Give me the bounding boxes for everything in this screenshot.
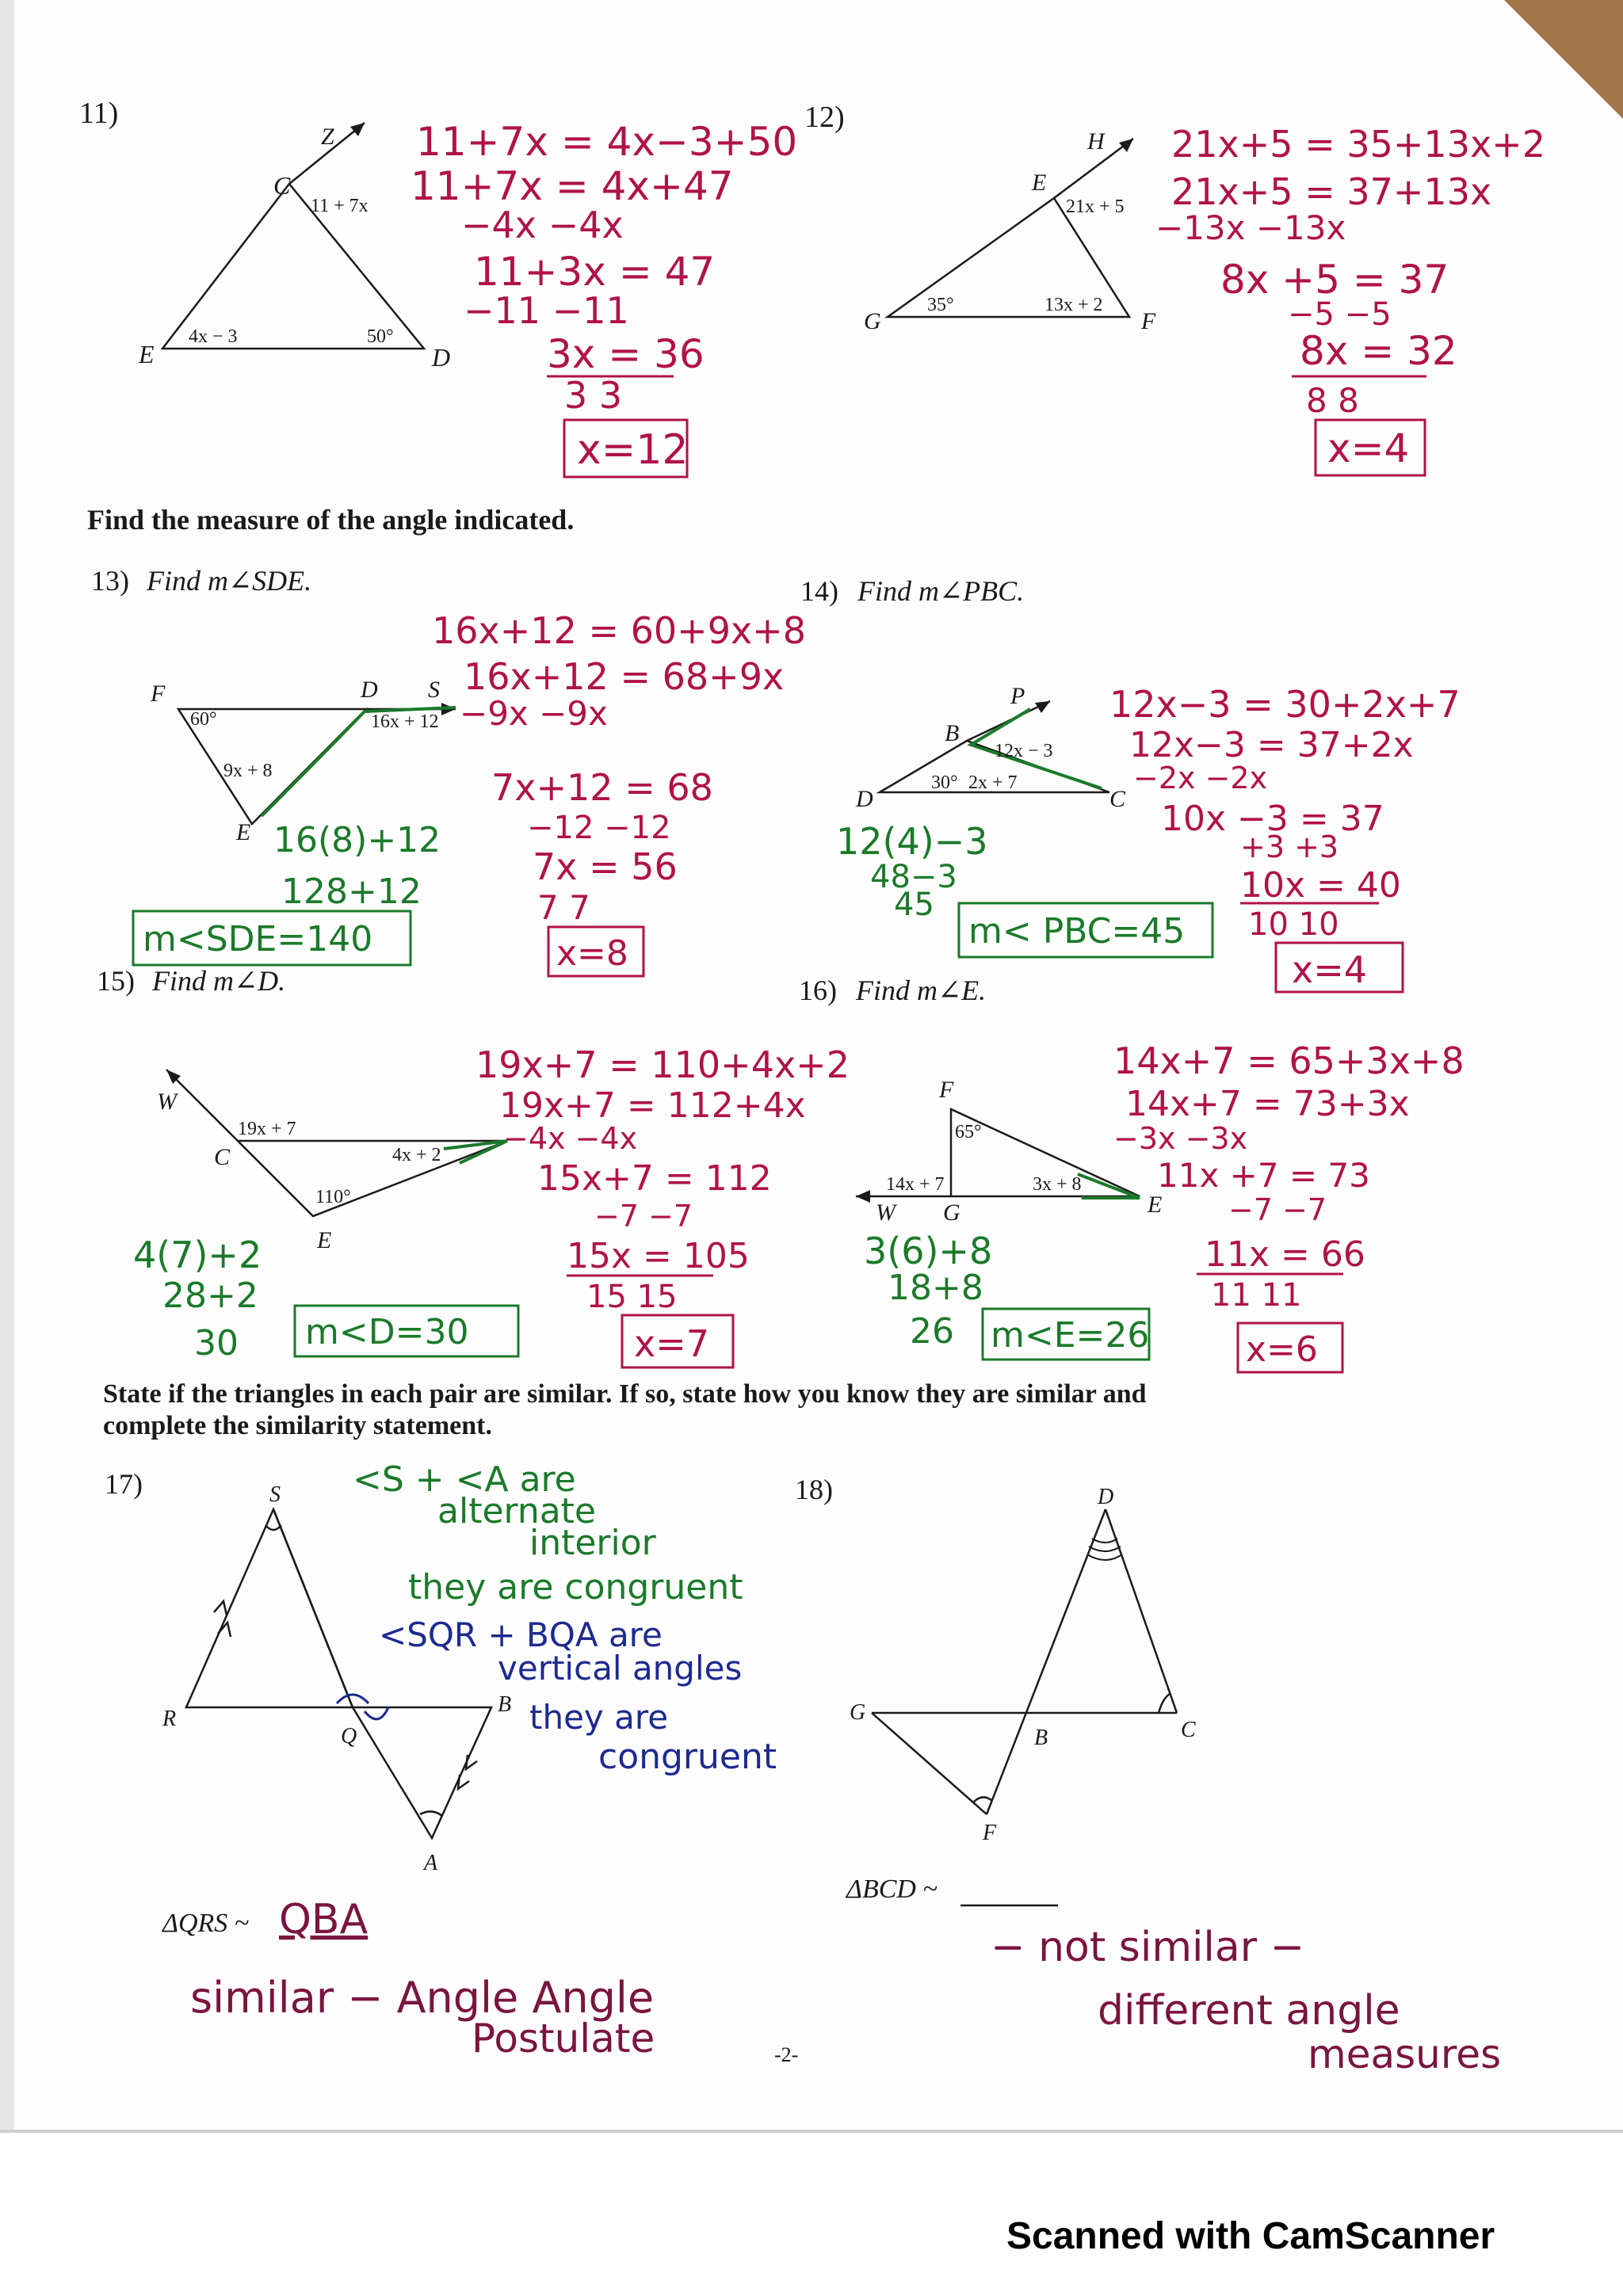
problem-number: 12) [804,101,845,134]
instruction-line-1: State if the triangles in each pair are similar. If so, state how you know they are similar and [103,1379,1147,1409]
vertex-label: F [1141,308,1156,334]
substitution-line: 45 [894,887,934,923]
work-line: −4x −4x [461,204,624,246]
reason-line: Postulate [472,2016,655,2061]
final-answer: m<D=30 [305,1312,469,1352]
problem-15 [97,965,850,1367]
vertex-label: B [1034,1726,1048,1750]
work-line: 11x = 66 [1205,1234,1365,1275]
handwritten-work [133,609,806,976]
work-line: 15 15 [586,1279,678,1315]
vertex-label: R [162,1707,177,1731]
highlight-stroke [444,1141,507,1163]
triangle-qba [353,1707,491,1838]
answer: x=7 [634,1322,710,1365]
reason-line: different angle [1098,1987,1400,2035]
work-line: −11 −11 [464,289,629,332]
problem-number: 17) [105,1468,143,1500]
handwritten-work [411,119,797,477]
work-line: 14x+7 = 65+3x+8 [1113,1039,1465,1082]
answer: x=6 [1246,1329,1318,1370]
section-instruction: Find the measure of the angle indicated. [87,504,575,536]
highlight-stroke [1078,1174,1140,1198]
note-line: vertical angles [498,1649,743,1688]
work-line: 16x+12 = 60+9x+8 [432,609,806,652]
vertex-label: E [139,340,155,368]
substitution-line: 28+2 [162,1276,258,1316]
handwritten-work [133,1043,850,1367]
work-line: 3x = 36 [547,331,705,377]
vertex-label: G [943,1199,960,1226]
work-line: 16x+12 = 68+9x [464,655,785,698]
vertex-label: E [1148,1192,1163,1218]
work-line: 10x = 40 [1240,865,1401,906]
similarity-statement: ΔQRS ~ [162,1909,250,1938]
problem-prompt: Find m∠PBC. [857,575,1025,607]
problem-17 [105,1459,777,2061]
work-line: 19x+7 = 112+4x [499,1085,806,1126]
angle-label: 60° [190,709,217,730]
note-line: alternate [437,1491,596,1531]
reason-line: − not similar − [991,1924,1305,1971]
work-line: 11+3x = 47 [474,249,716,295]
work-line: 21x+5 = 37+13x [1171,170,1492,213]
vertex-label: W [876,1199,896,1226]
angle-label: 30° [931,772,958,793]
problem-number: 11) [79,97,119,130]
work-line: 8 8 [1306,381,1359,420]
vertex-label: F [151,681,166,707]
work-line: 15x+7 = 112 [537,1158,772,1199]
vertex-label: W [157,1089,177,1115]
angle-label: 9x + 8 [223,761,273,781]
vertex-label: C [1181,1718,1196,1742]
angle-label: 11 + 7x [311,196,369,216]
note-line: <S + <A are [353,1459,576,1500]
answer: x=12 [577,426,689,474]
page-number: -2- [774,2043,799,2066]
vertex-label: Z [321,124,334,150]
final-answer: m<E=26 [991,1315,1150,1356]
vertex-label: E [236,819,251,845]
segment-sq [273,1509,353,1707]
problem-16 [799,974,1465,1372]
similarity-statement: ΔBCD ~ [846,1875,938,1904]
work-line: 15x = 105 [567,1236,750,1276]
work-line: −12 −12 [527,810,671,846]
vertex-label: C [1109,786,1126,812]
angle-arc [973,1797,992,1802]
substitution-line: 3(6)+8 [864,1230,993,1272]
problem-14 [800,575,1461,992]
angle-label: 16x + 12 [371,711,439,732]
extension-ray [166,1070,238,1141]
angle-label: 110° [315,1187,351,1207]
vertex-label: P [1010,683,1025,709]
problem-number: 14) [800,575,838,607]
vertex-label: G [850,1700,866,1725]
similarity-answer: QBA [279,1896,369,1943]
work-line: 11+7x = 4x+47 [411,163,734,209]
substitution-line: 26 [910,1311,954,1352]
final-answer: m<SDE=140 [143,919,373,959]
vertex-label: E [317,1227,332,1253]
substitution-line: 18+8 [888,1268,983,1308]
angle-label: 12x − 3 [995,741,1053,761]
angle-arc [265,1525,281,1530]
work-line: 10x −3 = 37 [1161,799,1384,839]
triangle-qrs [186,1509,353,1707]
angle-arc-annotation [365,1707,388,1719]
final-answer: m< PBC=45 [968,911,1186,952]
vertex-label: H [1087,128,1105,154]
angle-label: 50° [367,326,394,347]
problem-11 [79,97,797,477]
substitution-line: 30 [194,1323,239,1363]
ray-arrowhead [856,1190,870,1203]
problem-number: 15) [97,965,135,997]
ray-arrowhead [350,123,365,136]
work-line: 7x = 56 [533,845,678,888]
vertex-label: D [856,786,873,812]
angle-arc-annotation [337,1695,369,1703]
note-line: interior [529,1523,656,1563]
section-instruction [103,1379,1153,1440]
note-line: they are [529,1698,669,1737]
work-line: 12x−3 = 37+2x [1129,725,1414,765]
vertex-label: B [945,720,960,746]
vertex-label: D [1098,1485,1114,1509]
angle-label: 4x + 2 [392,1145,441,1165]
vertex-label: C [273,171,291,200]
problem-number: 18) [795,1474,833,1505]
work-line: 7x+12 = 68 [491,766,713,809]
work-line: 8x = 32 [1300,328,1457,374]
note-line: <SQR + BQA are [379,1615,663,1654]
substitution-line: 12(4)−3 [836,820,988,863]
problem-18 [795,1474,1501,2077]
angle-label: 14x + 7 [886,1174,945,1195]
parallel-mark [214,1601,231,1637]
scanner-watermark: Scanned with CamScanner [1006,2215,1495,2257]
handwritten-work [836,683,1461,992]
angle-arc [1159,1694,1170,1713]
note-line: congruent [598,1737,777,1777]
angle-label: 65° [955,1122,982,1142]
handwritten-notes [353,1459,777,1777]
vertex-label: G [864,308,881,334]
work-line: −7 −7 [1228,1192,1327,1227]
angle-label: 4x − 3 [189,326,238,347]
work-line: 21x+5 = 35+13x+2 [1171,123,1545,166]
work-line: 3 3 [564,374,623,417]
work-line: 11x +7 = 73 [1157,1156,1370,1195]
ray-arrowhead [1119,139,1133,152]
problem-13 [91,565,806,976]
reason-line: measures [1308,2031,1502,2077]
vertex-label: E [1032,170,1047,196]
vertex-label: S [428,677,440,703]
note-line: they are congruent [408,1567,743,1608]
problem-prompt: Find m∠SDE. [147,565,312,597]
vertex-label: F [939,1077,954,1103]
work-line: 19x+7 = 110+4x+2 [475,1043,850,1086]
problem-prompt: Find m∠E. [856,974,987,1006]
substitution-line: 48−3 [870,859,957,895]
segment-gf [872,1713,987,1814]
angle-arc [420,1811,442,1816]
work-line: 7 7 [537,888,590,927]
answer: x=4 [1292,948,1368,991]
answer: x=4 [1327,425,1410,471]
problem-number: 16) [799,974,837,1006]
work-line: +3 +3 [1240,830,1339,864]
work-line: −7 −7 [594,1199,693,1234]
angle-label: 35° [927,295,954,315]
vertex-label: D [361,677,378,703]
vertex-label: F [983,1821,997,1845]
handwritten-work [1155,123,1545,475]
work-line: 10 10 [1248,906,1339,943]
vertex-label: C [214,1144,231,1170]
instruction-line-2: complete the similarity statement. [103,1411,492,1440]
work-line: −9x −9x [460,694,608,733]
answer: x=8 [556,933,628,974]
problem-12 [804,101,1545,475]
vertex-label: Q [341,1724,357,1749]
angle-label: 3x + 8 [1033,1174,1082,1195]
vertex-label: B [498,1692,512,1717]
substitution-line: 16(8)+12 [273,820,441,860]
work-line: −4x −4x [503,1121,638,1156]
angle-label: 13x + 2 [1044,295,1103,315]
angle-label: 21x + 5 [1066,196,1125,217]
vertex-label: S [269,1482,281,1507]
problem-prompt: Find m∠D. [152,965,286,997]
substitution-line: 4(7)+2 [133,1234,262,1276]
work-line: 12x−3 = 30+2x+7 [1109,683,1461,726]
work-line: −5 −5 [1288,296,1392,333]
triangle-figure [238,1141,507,1216]
work-line: −13x −13x [1155,208,1346,247]
vertex-label: A [424,1851,438,1875]
angle-label: 19x + 7 [238,1119,296,1139]
substitution-line: 128+12 [281,871,422,912]
work-line: 8x +5 = 37 [1220,257,1449,303]
work-line: 11 11 [1211,1277,1302,1314]
vertex-label: D [432,343,451,372]
reason-line: similar − Angle Angle [190,1973,655,2023]
work-line: −3x −3x [1113,1121,1248,1156]
work-line: 11+7x = 4x−3+50 [416,119,798,165]
work-line: 14x+7 = 73+3x [1125,1084,1410,1124]
triangle-figure [162,184,424,349]
angle-label: 2x + 7 [968,772,1018,793]
problem-number: 13) [91,565,129,597]
work-line: −2x −2x [1133,761,1268,795]
